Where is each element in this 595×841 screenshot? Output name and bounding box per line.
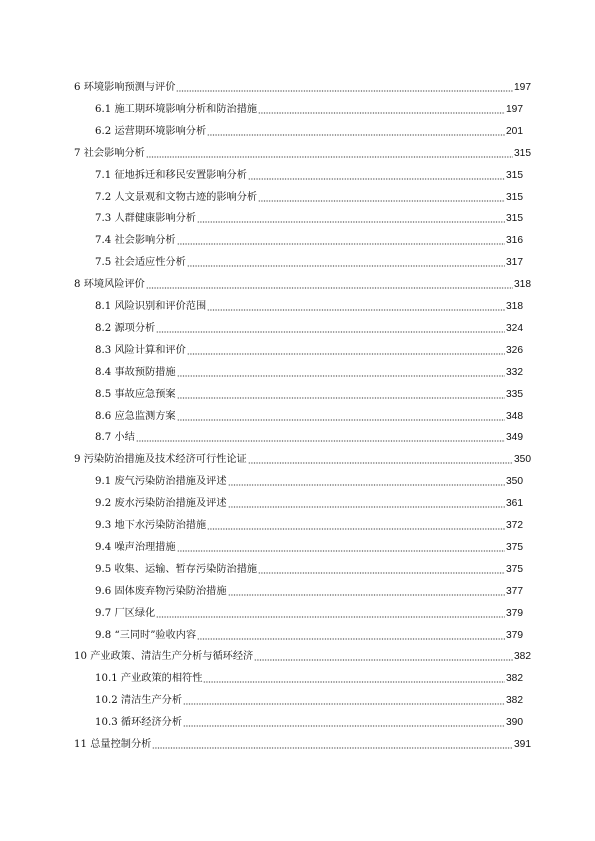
toc-entry-title: 9.7 厂区绿化: [95, 607, 156, 619]
toc-section-entry[interactable]: [95, 405, 523, 423]
toc-page-number: 201: [506, 125, 523, 137]
toc-chapter-entry[interactable]: [74, 76, 531, 94]
toc-page-number: 349: [506, 432, 523, 444]
toc-dot-leader: [248, 462, 513, 464]
toc-section-entry[interactable]: [95, 164, 523, 182]
toc-entry-title: 10.2 清洁生产分析: [95, 695, 183, 707]
toc-page-number: 318: [514, 279, 531, 291]
toc-page-number: 316: [506, 235, 523, 247]
toc-page-number: 324: [506, 322, 523, 334]
toc-entry-title: 6.2 运营期环境影响分析: [95, 125, 207, 137]
toc-page-number: 318: [506, 301, 523, 312]
toc-entry-title: 8.1 风险识别和评价范围: [95, 301, 207, 312]
toc-section-entry[interactable]: [95, 251, 523, 269]
toc-entry-title: 7.5 社会适应性分析: [95, 257, 186, 269]
toc-dot-leader: [258, 200, 505, 202]
toc-dot-leader: [258, 572, 505, 574]
toc-page-number: 382: [506, 695, 523, 707]
toc-entry-title: 7.2 人文景观和文物古迹的影响分析: [95, 191, 258, 203]
toc-section-entry[interactable]: [95, 383, 523, 401]
toc-entry-title: 7 社会影响分析: [74, 147, 145, 159]
toc-dot-leader: [187, 265, 505, 267]
toc-dot-leader: [207, 528, 505, 530]
toc-section-entry[interactable]: [95, 295, 523, 313]
toc-dot-leader: [156, 616, 505, 618]
toc-dot-leader: [176, 90, 513, 92]
toc-entry-title: 10.3 循环经济分析: [95, 717, 183, 729]
toc-page-number: 335: [506, 388, 523, 400]
toc-page-number: 377: [506, 585, 523, 597]
toc-section-entry[interactable]: [95, 229, 523, 247]
toc-section-entry[interactable]: [95, 470, 523, 488]
toc-section-entry[interactable]: [95, 536, 523, 554]
toc-section-entry[interactable]: [95, 602, 523, 620]
toc-entry-title: 8.2 源项分析: [95, 322, 156, 334]
toc-dot-leader: [177, 419, 505, 421]
toc-dot-leader: [228, 506, 505, 508]
toc-page-number: 379: [506, 607, 523, 619]
toc-dot-leader: [156, 331, 505, 333]
toc-dot-leader: [136, 440, 505, 442]
toc-page-number: 375: [506, 541, 523, 553]
toc-section-entry[interactable]: [95, 514, 523, 532]
toc-dot-leader: [197, 221, 505, 223]
toc-dot-leader: [177, 243, 505, 245]
toc-dot-leader: [183, 725, 505, 727]
toc-page-number: 350: [506, 476, 523, 488]
toc-chapter-entry[interactable]: [74, 733, 531, 751]
toc-page-number: 382: [506, 673, 523, 685]
toc-dot-leader: [177, 397, 505, 399]
toc-entry-title: 9.3 地下水污染防治措施: [95, 520, 207, 531]
toc-dot-leader: [258, 112, 505, 114]
toc-entry-title: 10 产业政策、清洁生产分析与循环经济: [74, 651, 254, 663]
toc-entry-title: 11 总量控制分析: [74, 739, 152, 750]
toc-section-entry[interactable]: [95, 207, 523, 225]
toc-section-entry[interactable]: [95, 426, 523, 444]
toc-entry-title: 8.7 小结: [95, 432, 135, 444]
toc-section-entry[interactable]: [95, 120, 523, 138]
toc-entry-title: 6.1 施工期环境影响分析和防治措施: [95, 103, 258, 115]
toc-page-number: 317: [506, 257, 523, 269]
toc-entry-title: 9.4 噪声治理措施: [95, 541, 176, 553]
toc-page-number: 348: [506, 410, 523, 422]
toc-dot-leader: [228, 484, 505, 486]
toc-page-number: 315: [506, 213, 523, 225]
toc-page-number: 315: [506, 191, 523, 203]
toc-dot-leader: [187, 353, 505, 355]
toc-dot-leader: [197, 638, 505, 640]
toc-chapter-entry[interactable]: [74, 645, 531, 663]
toc-page-number: 379: [506, 629, 523, 641]
toc-entry-title: 9.6 固体废弃物污染防治措施: [95, 585, 227, 597]
toc-dot-leader: [207, 134, 505, 136]
toc-entry-title: 7.4 社会影响分析: [95, 235, 176, 247]
toc-entry-title: 8.4 事故预防措施: [95, 366, 176, 378]
toc-page-number: 375: [506, 563, 523, 575]
toc-section-entry[interactable]: [95, 186, 523, 204]
toc-section-entry[interactable]: [95, 689, 523, 707]
toc-section-entry[interactable]: [95, 492, 523, 510]
toc-entry-title: 10.1 产业政策的相符性: [95, 673, 203, 685]
toc-page-number: 326: [506, 344, 523, 356]
toc-entry-title: 8 环境风险评价: [74, 279, 145, 291]
toc-entry-title: 8.5 事故应急预案: [95, 388, 176, 400]
toc-dot-leader: [207, 309, 505, 311]
toc-chapter-entry[interactable]: [74, 448, 531, 466]
toc-dot-leader: [146, 287, 513, 289]
toc-section-entry[interactable]: [95, 711, 523, 729]
toc-page-number: 350: [514, 454, 531, 466]
toc-section-entry[interactable]: [95, 339, 523, 357]
toc-page-number: 197: [514, 82, 531, 93]
toc-section-entry[interactable]: [95, 667, 523, 685]
toc-chapter-entry[interactable]: [74, 142, 531, 160]
toc-page-number: 332: [506, 366, 523, 378]
toc-entry-title: 7.3 人群健康影响分析: [95, 213, 196, 225]
toc-entry-title: 9.1 废气污染防治措施及评述: [95, 476, 227, 488]
toc-dot-leader: [146, 156, 513, 158]
toc-page-number: 372: [506, 520, 523, 531]
toc-entry-title: 8.6 应急监测方案: [95, 410, 176, 422]
toc-page-number: 382: [514, 651, 531, 663]
toc-entry-title: 8.3 风险计算和评价: [95, 344, 186, 356]
toc-entry-title: 9.5 收集、运输、暂存污染防治措施: [95, 563, 258, 575]
toc-section-entry[interactable]: [95, 580, 523, 598]
toc-page-number: 315: [514, 147, 531, 159]
toc-section-entry[interactable]: [95, 317, 523, 335]
toc-dot-leader: [228, 594, 505, 596]
toc-section-entry[interactable]: [95, 558, 523, 576]
toc-page-number: 315: [506, 169, 523, 181]
toc-page-number: 391: [514, 739, 531, 750]
toc-section-entry[interactable]: [95, 361, 523, 379]
toc-dot-leader: [203, 681, 505, 683]
toc-entry-title: 6 环境影响预测与评价: [74, 82, 176, 93]
toc-dot-leader: [183, 703, 505, 705]
toc-entry-title: 7.1 征地拆迁和移民安置影响分析: [95, 169, 247, 181]
toc-page-number: 361: [506, 498, 523, 510]
toc-section-entry[interactable]: [95, 98, 523, 116]
toc-entry-title: 9 污染防治措施及技术经济可行性论证: [74, 454, 247, 466]
toc-dot-leader: [152, 747, 513, 749]
toc-dot-leader: [177, 550, 505, 552]
toc-entry-title: 9.8 “三同时”验收内容: [95, 629, 197, 641]
toc-page-number: 390: [506, 717, 523, 729]
toc-entry-title: 9.2 废水污染防治措施及评述: [95, 498, 227, 510]
toc-dot-leader: [248, 178, 505, 180]
toc-page-number: 197: [506, 103, 523, 115]
toc-dot-leader: [254, 659, 513, 661]
toc-section-entry[interactable]: [95, 624, 523, 642]
toc-dot-leader: [177, 375, 505, 377]
toc-chapter-entry[interactable]: [74, 273, 531, 291]
